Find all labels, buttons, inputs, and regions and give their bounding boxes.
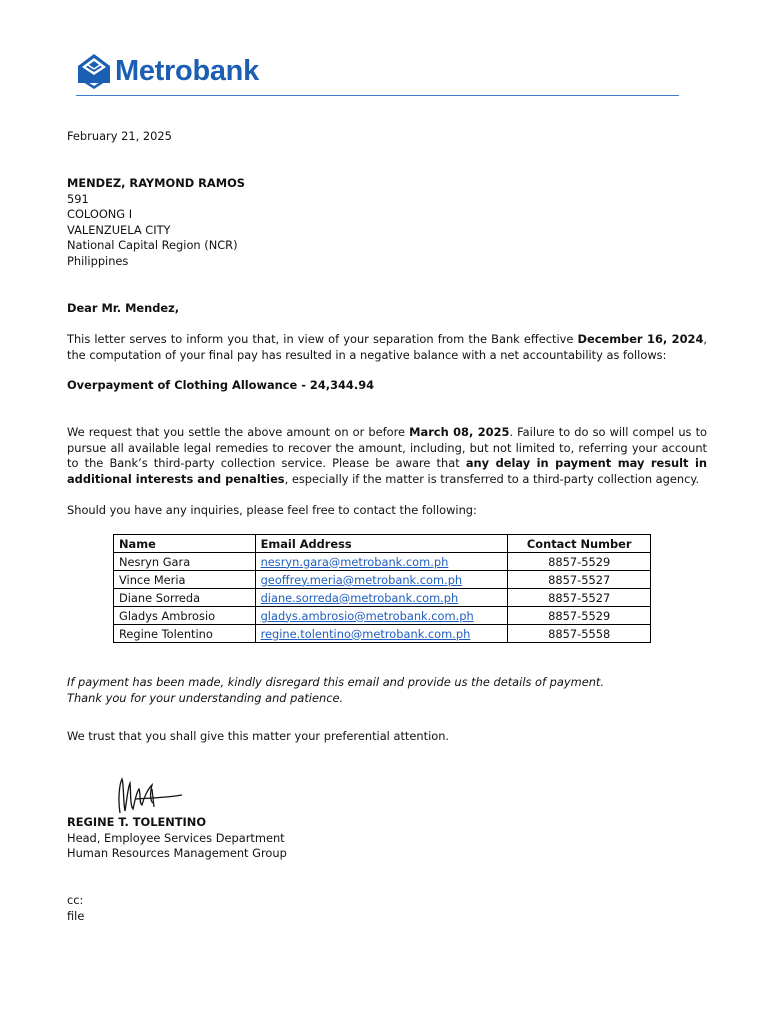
salutation: Dear Mr. Mendez, (67, 301, 180, 315)
table-row (114, 589, 651, 607)
table-row (114, 625, 651, 643)
request-text: . Failure to do so will compel us to pursue all available legal remedies to recover the amount, including, but not limited to, referring your account to the Bank’s third-party collection service. Please be aware that (67, 425, 708, 470)
effective-date: December 16, 2024 (577, 332, 704, 346)
recipient-block (67, 176, 707, 269)
recipient-address-line: National Capital Region (NCR) (67, 238, 238, 252)
header-divider (76, 95, 679, 96)
email-link[interactable]: geoffrey.meria@metrobank.com.ph (260, 572, 463, 587)
column-header-name: Name (114, 535, 256, 553)
contact-name: Regine Tolentino (114, 625, 256, 643)
recipient-address-line: Philippines (67, 253, 129, 268)
contact-number: 8857-5527 (508, 571, 651, 589)
contact-name: Gladys Ambrosio (114, 607, 256, 625)
handwritten-signature (112, 771, 184, 821)
recipient-address-line: VALENZUELA CITY (67, 222, 171, 237)
email-link[interactable]: gladys.ambrosio@metrobank.com.ph (260, 608, 474, 623)
cc-value: file (67, 908, 85, 923)
contact-name: Vince Meria (114, 571, 256, 589)
recipient-address-line: 591 (67, 191, 89, 206)
signatory-name: REGINE T. TOLENTINO (67, 815, 206, 829)
contacts-table (113, 534, 651, 643)
contact-number: 8857-5529 (508, 553, 651, 571)
metrobank-emblem-icon (76, 53, 112, 89)
deadline-date: March 08, 2025 (409, 425, 510, 439)
signatory-block (67, 815, 707, 862)
cc-label: cc: (67, 893, 84, 907)
closing-line: We trust that you shall give this matter your preferential attention. (67, 729, 450, 743)
inquiries-line: Should you have any inquiries, please feel free to contact the following: (67, 503, 477, 517)
signatory-title: Head, Employee Services Department (67, 830, 285, 845)
table-row (114, 571, 651, 589)
payment-note (67, 675, 707, 706)
recipient-name: MENDEZ, RAYMOND RAMOS (67, 176, 245, 190)
contact-number: 8857-5558 (508, 625, 651, 643)
brand-name: Metrobank (115, 55, 259, 87)
email-link[interactable]: nesryn.gara@metrobank.com.ph (260, 554, 449, 569)
request-paragraph (67, 425, 707, 487)
request-text: , especially if the matter is transferred to a third-party collection agency. (284, 471, 700, 486)
table-header-row (114, 535, 651, 553)
signatory-group: Human Resources Management Group (67, 846, 287, 860)
metrobank-logo (76, 52, 259, 90)
penalty-warning: any delay in payment may result in additional interests and penalties (67, 456, 707, 486)
contact-name: Nesryn Gara (114, 553, 256, 571)
accountability-line: Overpayment of Clothing Allowance - 24,344.94 (67, 378, 375, 392)
note-line: If payment has been made, kindly disregard this email and provide us the details of payment. (67, 675, 605, 689)
request-text: We request that you settle the above amount on or before (67, 425, 410, 439)
column-header-email: Email Address (255, 535, 508, 553)
email-link[interactable]: regine.tolentino@metrobank.com.ph (260, 626, 471, 641)
contact-number: 8857-5527 (508, 589, 651, 607)
table-row (114, 553, 651, 571)
cc-block (67, 893, 707, 924)
contact-name: Diane Sorreda (114, 589, 256, 607)
letter-date: February 21, 2025 (67, 129, 172, 143)
column-header-contact-number: Contact Number (508, 535, 651, 553)
contact-number: 8857-5529 (508, 607, 651, 625)
intro-paragraph (67, 332, 707, 363)
intro-text: This letter serves to inform you that, in view of your separation from the Bank effective (67, 332, 578, 346)
recipient-address-line: COLOONG I (67, 207, 133, 221)
intro-text: , the computation of your final pay has resulted in a negative balance with a net accountability as follows: (67, 332, 707, 362)
table-row (114, 607, 651, 625)
note-line: Thank you for your understanding and patience. (67, 690, 344, 705)
email-link[interactable]: diane.sorreda@metrobank.com.ph (260, 590, 459, 605)
